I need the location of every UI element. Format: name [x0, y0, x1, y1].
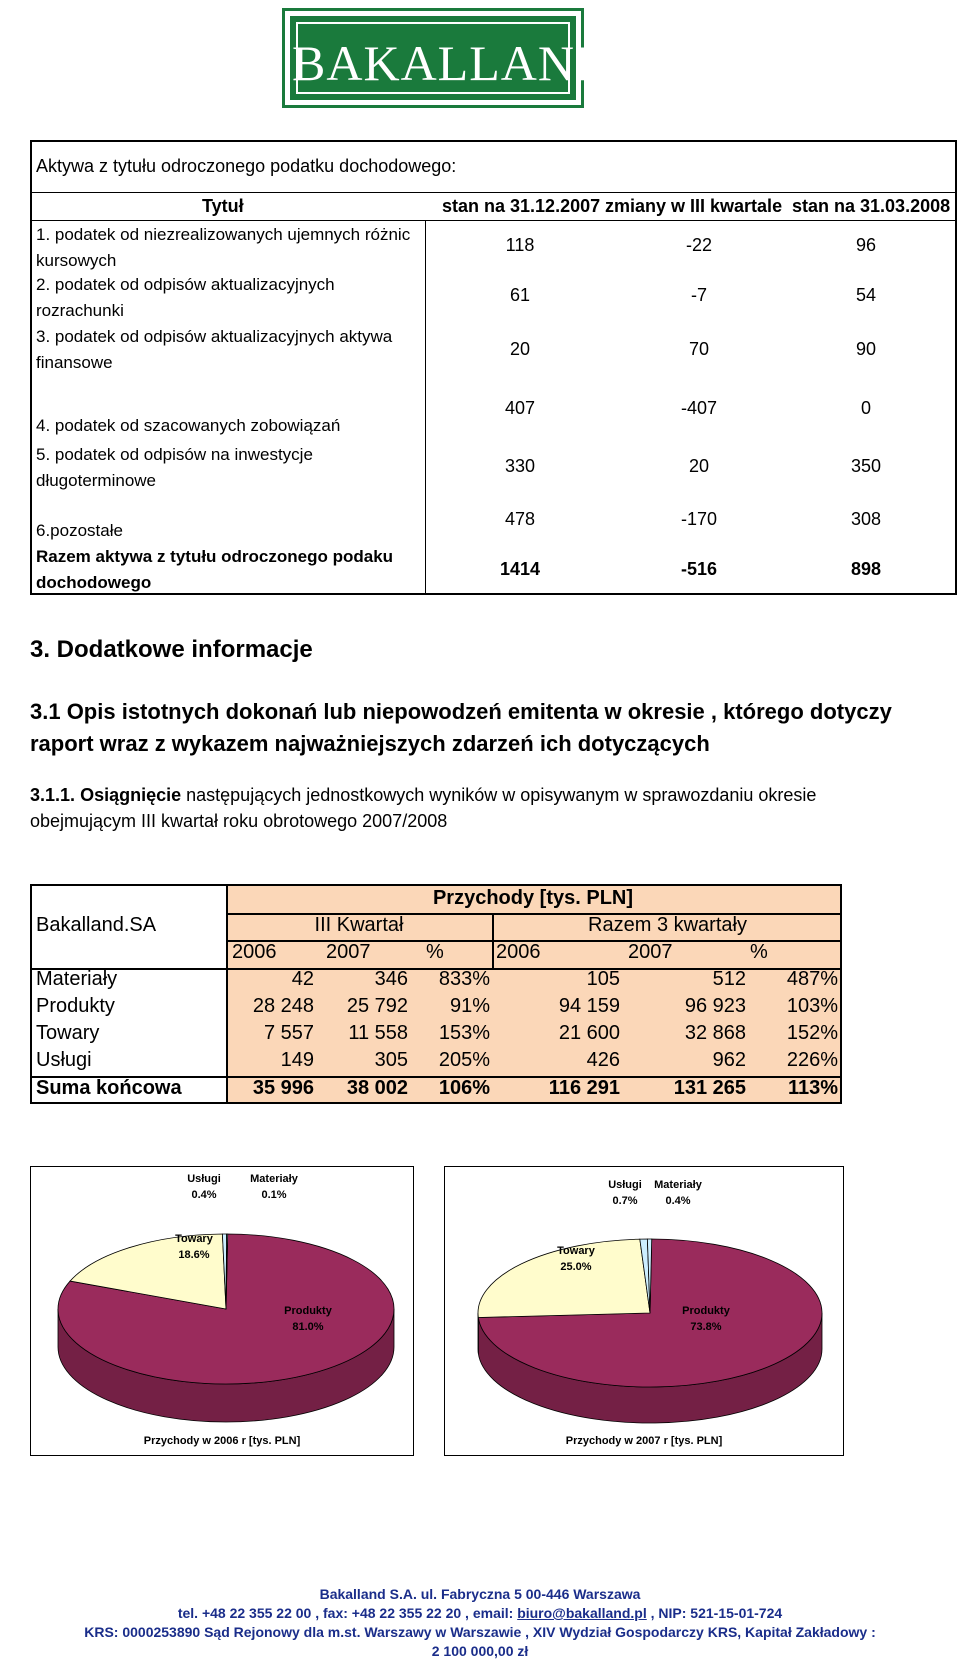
footer-registry: KRS: 0000253890 Sąd Rejonowy dla m.st. Warszawy w Warszawie , XIV Wydział Gospodarczy KRS, Kapitał Zakładowy : — [84, 1624, 876, 1640]
table-cell: 407 — [504, 398, 536, 418]
table-cell: 512 — [712, 968, 746, 990]
subsection-heading: 3.1 Opis istotnych dokonań lub niepowodzeń emitenta w okresie , którego dotyczy raport wraz z wykazem najważniejszych zdarzeń ich dotyczących — [30, 699, 892, 756]
table-cell: 90 — [855, 339, 877, 359]
table-total-cell: 898 — [850, 559, 882, 579]
footer-address: Bakalland S.A. ul. Fabryczna 5 00-446 Warszawa — [319, 1586, 641, 1602]
table-cell: 103% — [786, 995, 838, 1017]
total-cell: 35 996 — [252, 1077, 314, 1099]
chart-title: Przychody w 2006 r [tys. PLN] — [143, 1435, 301, 1447]
table-row-label: 2. podatek od odpisów aktualizacyjnych rozrachunki — [36, 275, 335, 320]
table-cell: 70 — [688, 339, 710, 359]
footer-capital: 2 100 000,00 zł — [431, 1643, 529, 1659]
table-caption: Aktywa z tytułu odroczonego podatku dochodowego: — [36, 156, 457, 176]
table-cell: 330 — [504, 456, 536, 476]
table-cell: 962 — [712, 1049, 746, 1071]
company-logo — [282, 8, 613, 108]
row-label: Towary — [36, 1022, 100, 1044]
table-row-label: 1. podatek od niezrealizowanych ujemnych różnic kursowych — [36, 225, 411, 270]
table-cell: 105 — [586, 968, 620, 990]
col-header-title: Tytuł — [202, 196, 244, 216]
table-cell: 350 — [850, 456, 882, 476]
footer-contact: tel. +48 22 355 22 00 , fax: +48 22 355 22 20 , email: biuro@bakalland.pl , NIP: 521-15-01-724 — [177, 1605, 783, 1621]
slice-label-uslugi: Usługi 0.7% — [608, 1179, 642, 1207]
revenue-table — [30, 884, 842, 1104]
total-row-label: Suma końcowa — [36, 1077, 182, 1099]
table-cell: 205% — [438, 1049, 490, 1071]
table-cell: 0 — [860, 398, 871, 418]
total-cell: 38 002 — [346, 1077, 408, 1099]
table-cell: 833% — [438, 968, 490, 990]
table-row-label: 3. podatek od odpisów aktualizacyjnych aktywa finansowe — [36, 327, 393, 372]
pie-chart-2007 — [444, 1166, 844, 1456]
slice-label-towary: Towary 18.6% — [175, 1233, 213, 1261]
table-total-cell: 1414 — [499, 559, 541, 579]
table-row-label: 5. podatek od odpisów na inwestycje długoterminowe — [36, 445, 313, 490]
table-cell: 153% — [438, 1022, 490, 1044]
table-cell: 478 — [504, 509, 536, 529]
row-label: Materiały — [36, 968, 118, 990]
subheader: 2006 — [232, 941, 277, 963]
table-cell: 308 — [850, 509, 882, 529]
table-cell: 96 — [855, 235, 877, 255]
table-cell: 426 — [586, 1049, 620, 1071]
table-cell: 28 248 — [252, 995, 314, 1017]
deferred-tax-table — [30, 140, 957, 595]
paragraph — [30, 782, 930, 834]
table-cell: 152% — [786, 1022, 838, 1044]
revenue-title: Przychody [tys. PLN] — [432, 887, 634, 909]
total-cell: 113% — [787, 1077, 838, 1099]
total-cell: 131 265 — [673, 1077, 746, 1099]
table-cell: 20 — [509, 339, 531, 359]
slice-label-materialy: Materiały 0.4% — [654, 1179, 702, 1207]
table-cell: 54 — [855, 285, 877, 305]
table-cell: 346 — [374, 968, 408, 990]
table-cell: 61 — [509, 285, 531, 305]
page-footer — [0, 1585, 960, 1661]
table-cell: 11 558 — [348, 1022, 408, 1044]
slice-label-uslugi: Usługi 0.4% — [187, 1173, 221, 1201]
pie-chart-svg — [445, 1167, 845, 1457]
table-cell: 91% — [449, 995, 490, 1017]
table-total-label: Razem aktywa z tytułu odroczonego podaku dochodowego — [36, 547, 394, 592]
para-number: 3.1.1. — [30, 785, 76, 805]
subheader: 2007 — [326, 941, 371, 963]
para-text: obejmującym III kwartał roku obrotowego 2007/2008 — [30, 811, 448, 831]
col-header-start: stan na 31.12.2007 — [442, 196, 601, 216]
total-cell: 116 291 — [548, 1077, 620, 1099]
table-cell: -407 — [680, 398, 718, 418]
subheader: % — [426, 941, 444, 963]
subheader: 2006 — [496, 941, 541, 963]
footer-email-link[interactable]: biuro@bakalland.pl — [517, 1605, 647, 1621]
pie-chart-2006 — [30, 1166, 414, 1456]
slice-label-towary: Towary 25.0% — [557, 1245, 595, 1273]
total-cell: 106% — [438, 1077, 490, 1099]
table-cell: 21 600 — [558, 1022, 620, 1044]
table-cell: 25 792 — [346, 995, 408, 1017]
table-cell: 7 557 — [263, 1022, 314, 1044]
slice-label-materialy: Materiały 0.1% — [250, 1173, 298, 1201]
table-cell: -22 — [685, 235, 712, 255]
table-cell: 94 159 — [558, 995, 620, 1017]
para-text: następujących jednostkowych wyników w opisywanym w sprawozdaniu okresie — [186, 785, 817, 805]
table-cell: 226% — [786, 1049, 838, 1071]
company-name: Bakalland.SA — [36, 914, 157, 936]
para-bold-word: Osiągnięcie — [80, 785, 182, 805]
section-heading: 3. Dodatkowe informacje — [30, 636, 313, 663]
table-cell: 118 — [505, 235, 535, 255]
table-cell: 487% — [786, 968, 838, 990]
subheader: 2007 — [628, 941, 673, 963]
table-row-label: 6.pozostałe — [36, 521, 123, 540]
table-row-label: 4. podatek od szacowanych zobowiązań — [36, 416, 341, 435]
chart-title: Przychody w 2007 r [tys. PLN] — [565, 1435, 723, 1447]
pie-chart-svg — [31, 1167, 415, 1457]
table-cell: 305 — [374, 1049, 408, 1071]
table-cell: 20 — [688, 456, 710, 476]
slice-label-produkty: Produkty 73.8% — [682, 1305, 730, 1333]
table-cell: -7 — [690, 285, 707, 305]
table-total-cell: -516 — [680, 559, 718, 579]
row-label: Usługi — [36, 1049, 92, 1071]
subheader: % — [750, 941, 768, 963]
logo-text: BAKALLAND — [292, 35, 613, 91]
table-cell: 96 923 — [684, 995, 746, 1017]
table-cell: 32 868 — [684, 1022, 746, 1044]
group-header-total: Razem 3 kwartały — [588, 914, 747, 936]
group-header-quarter: III Kwartał — [314, 914, 404, 936]
row-label: Produkty — [36, 995, 115, 1017]
table-cell: 149 — [280, 1049, 314, 1071]
col-header-change: zmiany w III kwartale — [605, 196, 783, 216]
col-header-end: stan na 31.03.2008 — [792, 196, 951, 216]
slice-label-produkty: Produkty 81.0% — [284, 1305, 332, 1333]
table-cell: 42 — [291, 968, 314, 990]
table-cell: -170 — [680, 509, 718, 529]
